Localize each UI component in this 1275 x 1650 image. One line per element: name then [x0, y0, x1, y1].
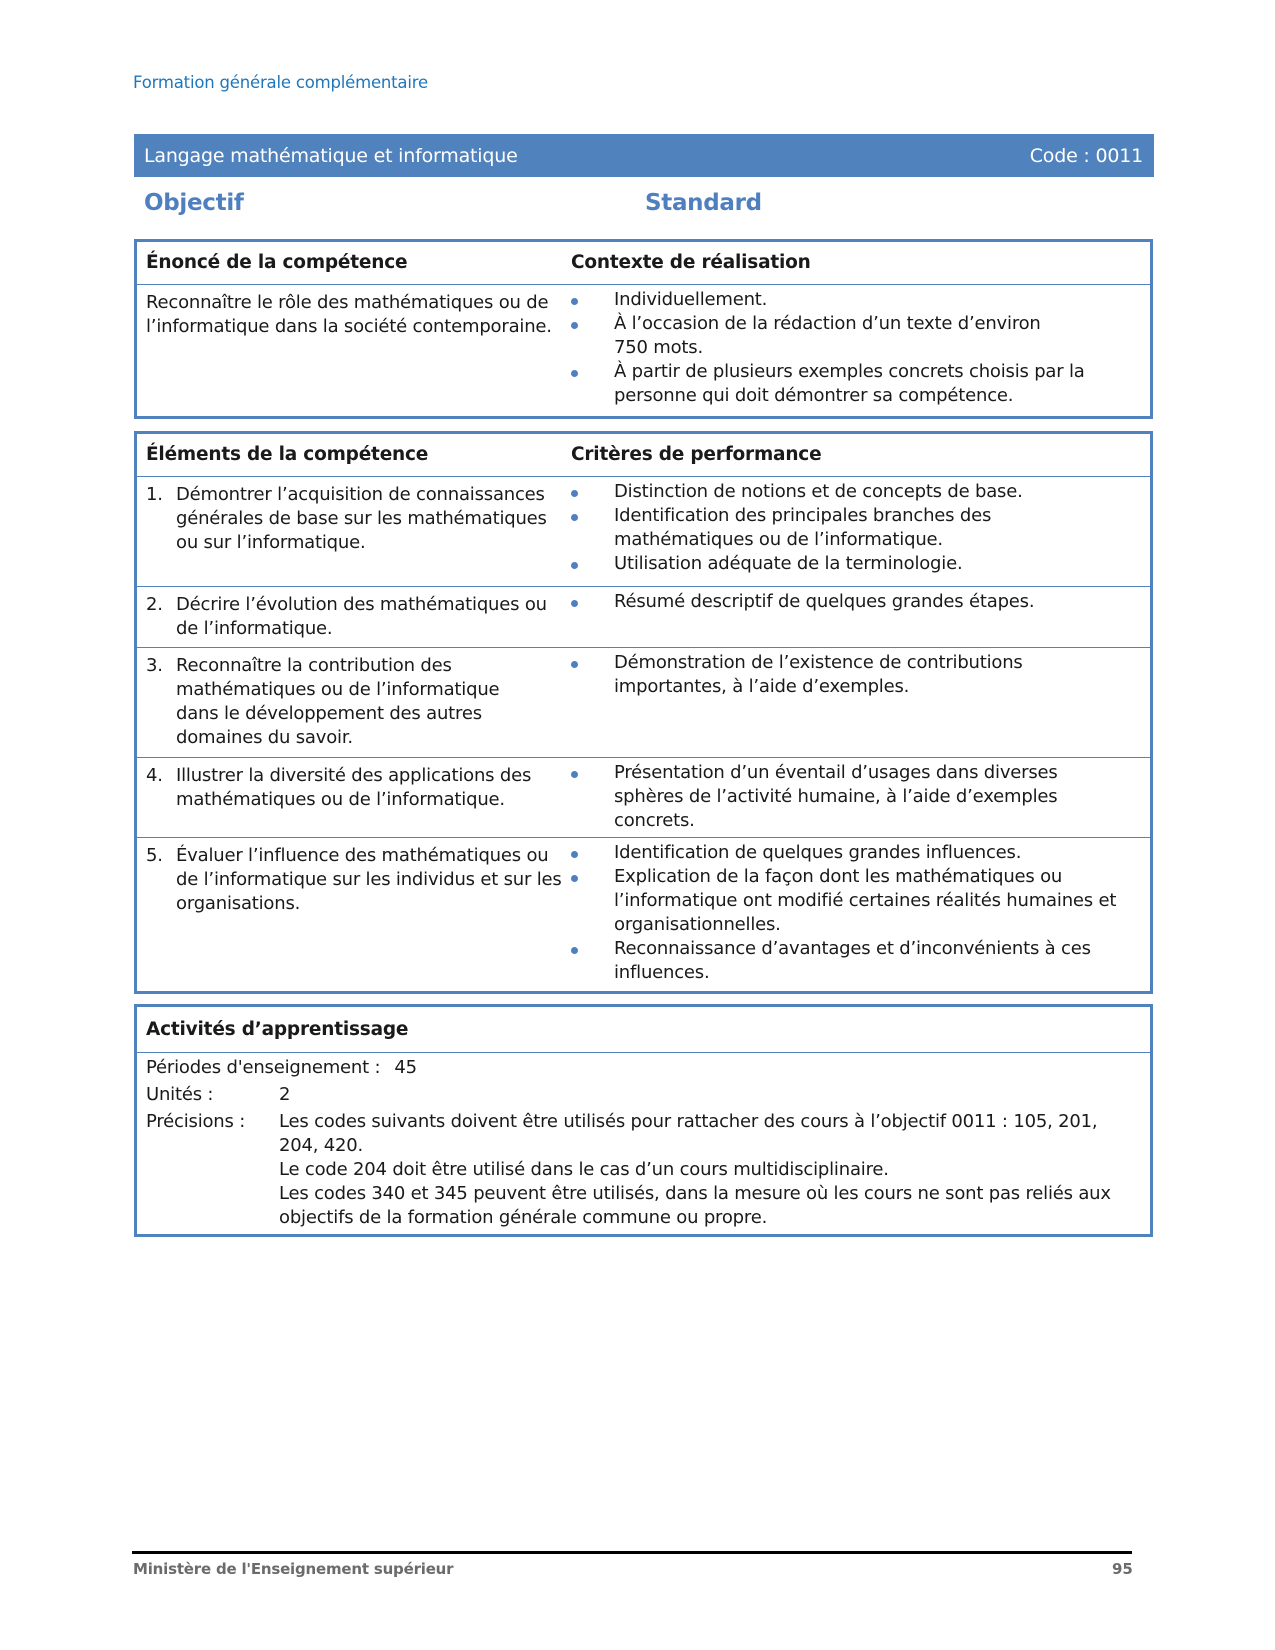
context-list	[568, 285, 1150, 408]
bullet-icon	[568, 504, 614, 552]
precision-item: Les codes suivants doivent être utilisés pour rattacher des cours à l’objectif 0011 : 105, 201, 204, 420.	[279, 1111, 1098, 1156]
table-row	[137, 758, 1150, 838]
element-number: 4.	[146, 765, 163, 786]
periods-line	[146, 1056, 1141, 1080]
criteria-cell	[568, 587, 1150, 647]
precision-item: Les codes 340 et 345 peuvent être utilisés, dans la mesure où les cours ne sont pas reliés aux objectifs de la formation générale commune ou propre.	[279, 1183, 1111, 1228]
bullet-icon	[568, 312, 614, 360]
list-item: Identification des principales branches des mathématiques ou de l’informatique.	[568, 504, 1142, 552]
table-header	[137, 242, 1150, 285]
table-row	[137, 587, 1150, 648]
element-text: Illustrer la diversité des applications des mathématiques ou de l’informatique.	[176, 765, 532, 810]
element-text: Évaluer l’influence des mathématiques ou de l’informatique sur les individus et sur les organisations.	[176, 845, 562, 914]
element-text: Démontrer l’acquisition de connaissances générales de base sur les mathématiques ou sur l’informatique.	[176, 484, 547, 553]
list-item: Résumé descriptif de quelques grandes étapes.	[568, 590, 1142, 614]
precision-item: Le code 204 doit être utilisé dans le cas d’un cours multidisciplinaire.	[279, 1159, 889, 1180]
objectif-heading: Objectif	[144, 190, 244, 216]
criteria-cell	[568, 838, 1150, 995]
course-code: Code : 0011	[1029, 144, 1143, 167]
units-line	[146, 1083, 1141, 1107]
activities-body	[137, 1053, 1150, 1241]
bullet-icon	[568, 841, 614, 865]
list-item: Explication de la façon dont les mathématiques ou l’informatique ont modifié certaines réalités humaines et organisationnelles.	[568, 865, 1142, 937]
header-elements: Éléments de la compétence	[146, 444, 429, 465]
criteria-cell	[568, 477, 1150, 586]
periods-value: 45	[394, 1057, 417, 1078]
table-header	[137, 1007, 1150, 1053]
footer-ministry: Ministère de l'Enseignement supérieur	[133, 1560, 454, 1578]
table-row	[137, 285, 1150, 408]
activities-header: Activités d’apprentissage	[146, 1018, 409, 1040]
list-item: Utilisation adéquate de la terminologie.	[568, 552, 1142, 576]
units-value: 2	[279, 1084, 291, 1105]
title-bar	[134, 134, 1154, 177]
list-item: Reconnaissance d’avantages et d’inconvénients à ces influences.	[568, 937, 1142, 985]
list-item: À l’occasion de la rédaction d’un texte d’environ 750 mots.	[568, 312, 1142, 360]
element-number: 2.	[146, 594, 163, 615]
element-cell	[137, 838, 568, 995]
table-row	[137, 648, 1150, 758]
bullet-icon	[568, 865, 614, 937]
element-number: 1.	[146, 484, 163, 505]
element-cell	[137, 477, 568, 586]
standard-heading: Standard	[645, 190, 762, 216]
bullet-icon	[568, 360, 614, 408]
periods-label: Périodes d'enseignement :	[146, 1057, 381, 1078]
header-statement: Énoncé de la compétence	[146, 252, 408, 273]
bullet-icon	[568, 761, 614, 833]
element-number: 5.	[146, 845, 163, 866]
precisions-line	[146, 1110, 1141, 1230]
element-cell	[137, 587, 568, 647]
criteria-cell	[568, 758, 1150, 837]
course-title: Langage mathématique et informatique	[144, 144, 518, 167]
activities-table	[134, 1004, 1153, 1237]
element-text: Reconnaître la contribution des mathématiques ou de l’informatique dans le développement des autres domaines du savoir.	[176, 655, 500, 748]
precisions-text	[279, 1110, 1141, 1230]
bullet-icon	[568, 651, 614, 699]
bullet-icon	[568, 288, 614, 312]
bullet-icon	[568, 937, 614, 985]
column-titles	[144, 190, 1144, 224]
element-text: Décrire l’évolution des mathématiques ou de l’informatique.	[176, 594, 547, 639]
table-row	[137, 477, 1150, 587]
bullet-icon	[568, 480, 614, 504]
element-number: 3.	[146, 655, 163, 676]
bullet-icon	[568, 590, 614, 614]
page-number: 95	[1112, 1560, 1133, 1578]
header-context: Contexte de réalisation	[571, 252, 811, 273]
table-row	[137, 838, 1150, 995]
element-cell	[137, 758, 568, 837]
running-head: Formation générale complémentaire	[133, 73, 428, 92]
competence-statement: Reconnaître le rôle des mathématiques ou de l’informatique dans la société contemporaine.	[146, 292, 552, 337]
elements-table	[134, 431, 1153, 994]
precisions-label: Précisions :	[146, 1111, 246, 1132]
bullet-icon	[568, 552, 614, 576]
table-header	[137, 434, 1150, 477]
element-cell	[137, 648, 568, 757]
list-item: Distinction de notions et de concepts de base.	[568, 480, 1142, 504]
criteria-cell	[568, 648, 1150, 757]
units-label: Unités :	[146, 1084, 214, 1105]
footer-rule	[132, 1551, 1132, 1554]
competence-table	[134, 239, 1153, 419]
list-item: Démonstration de l’existence de contributions importantes, à l’aide d’exemples.	[568, 651, 1142, 699]
list-item: Présentation d’un éventail d’usages dans diverses sphères de l’activité humaine, à l’aide d’exemples concrets.	[568, 761, 1142, 833]
list-item: Individuellement.	[568, 288, 1142, 312]
header-criteria: Critères de performance	[571, 444, 822, 465]
list-item: Identification de quelques grandes influences.	[568, 841, 1142, 865]
list-item: À partir de plusieurs exemples concrets choisis par la personne qui doit démontrer sa compétence.	[568, 360, 1142, 408]
